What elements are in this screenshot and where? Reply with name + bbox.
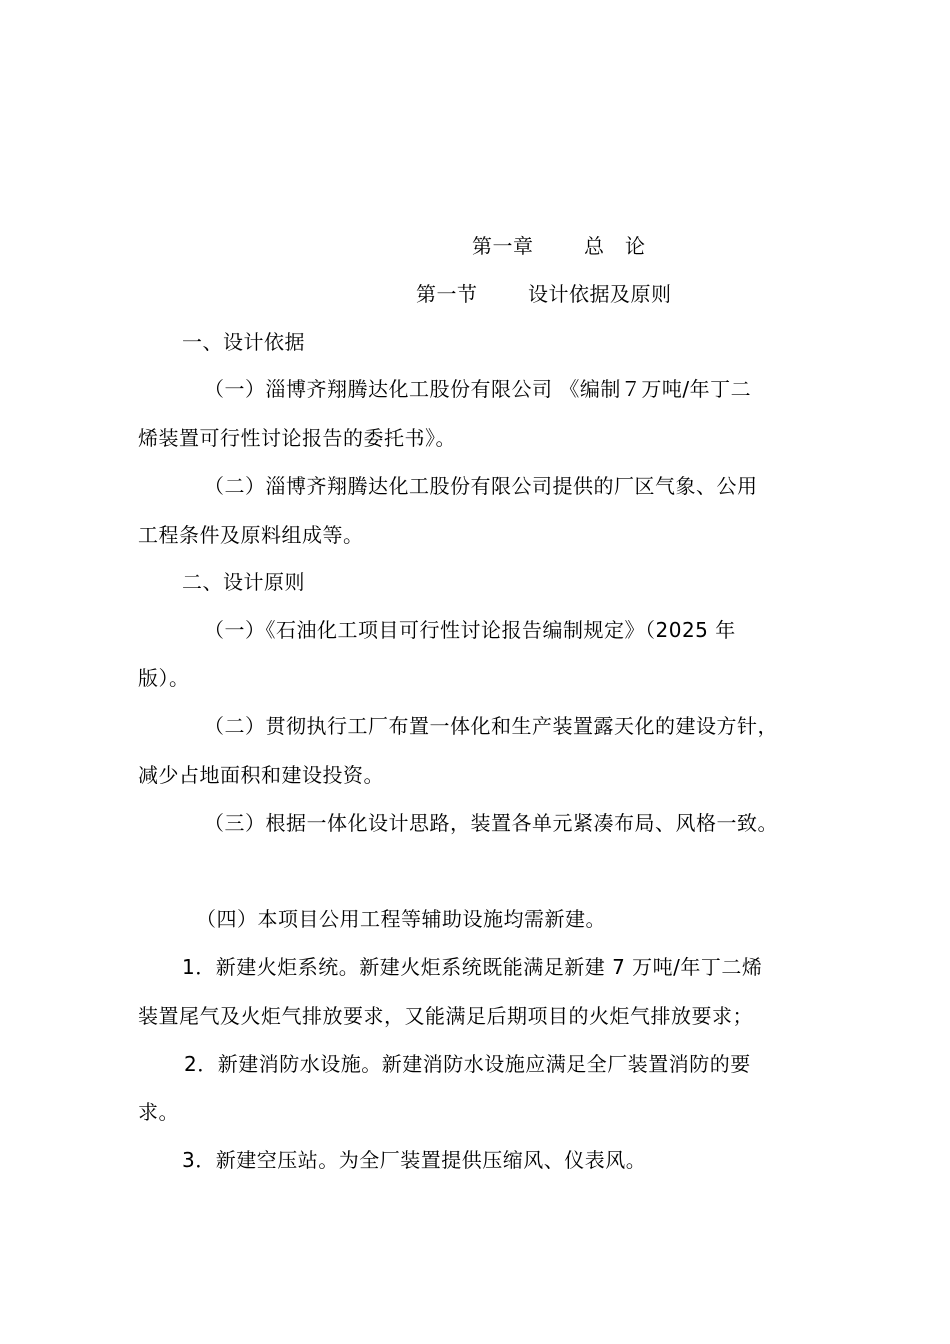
facility-item-1-line-1: 1．新建火炬系统。新建火炬系统既能满足新建 7 万吨/年丁二烯 bbox=[182, 955, 763, 979]
basis-item-1-line-1: （一）淄博齐翔腾达化工股份有限公司 《编制７万吨/年丁二 bbox=[204, 377, 752, 401]
section-number: 第一节 bbox=[416, 282, 478, 306]
basis-heading: 一、设计依据 bbox=[182, 330, 305, 354]
facility-item-1-line-2: 装置尾气及火炬气排放要求，又能满足后期项目的火炬气排放要求； bbox=[138, 1004, 753, 1028]
facility-item-3: 3．新建空压站。为全厂装置提供压缩风、仪表风。 bbox=[182, 1148, 647, 1172]
chapter-number: 第一章 bbox=[472, 234, 534, 258]
basis-item-2-line-2: 工程条件及原料组成等。 bbox=[138, 523, 364, 547]
chapter-title: 总 论 bbox=[584, 234, 646, 258]
principles-item-3: （三）根据一体化设计思路，装置各单元紧凑布局、风格一致。 bbox=[204, 811, 778, 835]
principles-item-2-line-1: （二）贯彻执行工厂布置一体化和生产装置露天化的建设方针， bbox=[204, 714, 778, 738]
principles-item-2-line-2: 减少占地面积和建设投资。 bbox=[138, 763, 384, 787]
basis-item-1-line-2: 烯装置可行性讨论报告的委托书》。 bbox=[138, 426, 456, 450]
facility-item-2-line-1: 2．新建消防水设施。新建消防水设施应满足全厂装置消防的要 bbox=[184, 1052, 751, 1076]
section-title: 设计依据及原则 bbox=[528, 282, 672, 306]
principles-heading: 二、设计原则 bbox=[182, 570, 305, 594]
principles-item-1-line-2: 版）。 bbox=[138, 666, 190, 690]
principles-item-4: （四）本项目公用工程等辅助设施均需新建。 bbox=[196, 907, 606, 931]
facility-item-2-line-2: 求。 bbox=[138, 1100, 179, 1124]
principles-item-1-line-1: （一）《石油化工项目可行性讨论报告编制规定》（2025 年 bbox=[204, 618, 736, 642]
basis-item-2-line-1: （二）淄博齐翔腾达化工股份有限公司提供的厂区气象、公用 bbox=[204, 474, 758, 498]
